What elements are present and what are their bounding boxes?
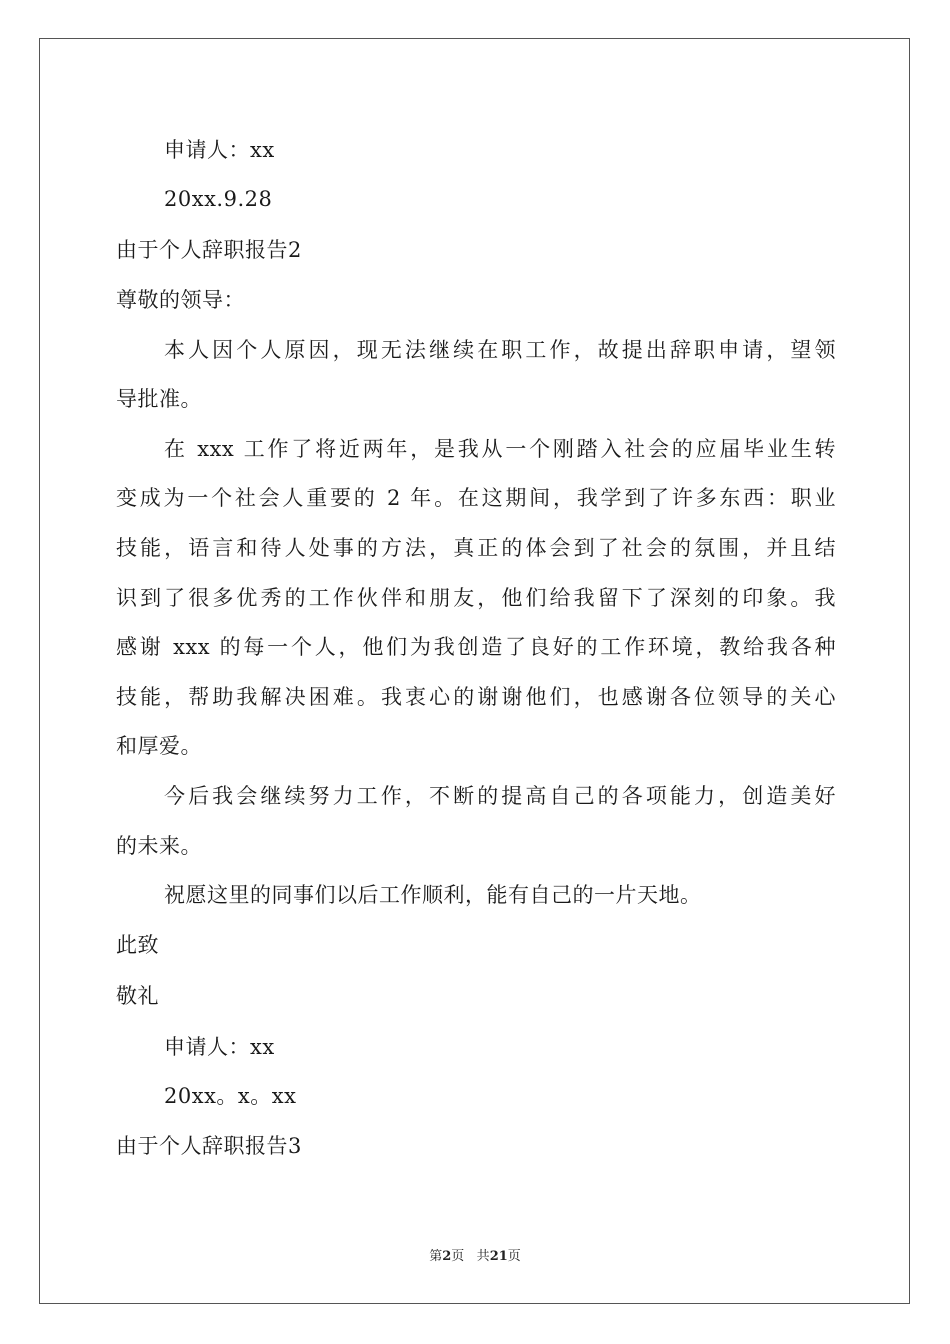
closing-cizhi: 此致 xyxy=(116,933,159,957)
date-line-2: 20xx。x。xx xyxy=(164,1084,297,1108)
paragraph-2-line-3: 技能，语言和待人处事的方法，真正的体会到了社会的氛围，并且结 xyxy=(116,536,836,560)
total-label-suffix: 页 xyxy=(507,1249,521,1264)
section-heading-2: 由于个人辞职报告2 xyxy=(116,238,302,262)
paragraph-3-line-1: 今后我会继续努力工作，不断的提高自己的各项能力，创造美好 xyxy=(164,784,836,808)
section-heading-3: 由于个人辞职报告3 xyxy=(116,1134,302,1158)
paragraph-2-line-2: 变成为一个社会人重要的 2 年。在这期间，我学到了许多东西：职业 xyxy=(116,486,836,510)
total-pages: 21 xyxy=(489,1249,508,1264)
page-label-prefix: 第 xyxy=(429,1249,443,1264)
paragraph-1-line-1: 本人因个人原因，现无法继续在职工作，故提出辞职申请，望领 xyxy=(164,338,836,362)
paragraph-1-line-2: 导批准。 xyxy=(116,387,202,411)
paragraph-2-line-6: 技能，帮助我解决困难。我衷心的谢谢他们，也感谢各位领导的关心 xyxy=(116,685,836,709)
paragraph-2-line-1: 在 xxx 工作了将近两年，是我从一个刚踏入社会的应届毕业生转 xyxy=(164,437,836,461)
page-border xyxy=(39,38,910,1304)
applicant-line: 申请人：xx xyxy=(164,138,275,162)
page-label-suffix: 页 xyxy=(451,1249,465,1264)
salutation: 尊敬的领导： xyxy=(116,288,245,312)
total-label-prefix: 共 xyxy=(476,1249,490,1264)
page-footer xyxy=(0,1248,950,1266)
paragraph-4-line-1: 祝愿这里的同事们以后工作顺利，能有自己的一片天地。 xyxy=(164,883,702,907)
closing-jingli: 敬礼 xyxy=(116,984,159,1008)
paragraph-2-line-7: 和厚爱。 xyxy=(116,734,202,758)
paragraph-3-line-2: 的未来。 xyxy=(116,834,202,858)
paragraph-2-line-4: 识到了很多优秀的工作伙伴和朋友，他们给我留下了深刻的印象。我 xyxy=(116,586,836,610)
paragraph-2-line-5: 感谢 xxx 的每一个人，他们为我创造了良好的工作环境，教给我各种 xyxy=(116,635,836,659)
date-line: 20xx.9.28 xyxy=(164,187,273,211)
page-number: 2 xyxy=(442,1249,452,1264)
applicant-line-2: 申请人：xx xyxy=(164,1035,275,1059)
